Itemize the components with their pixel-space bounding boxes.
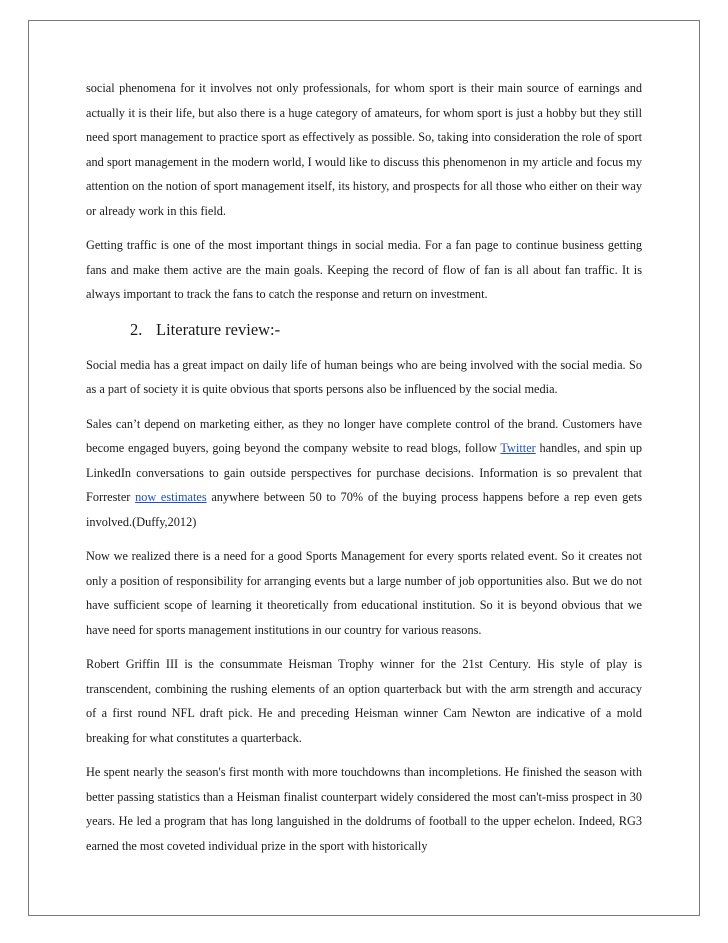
paragraph-sales-marketing (86, 412, 642, 535)
twitter-link[interactable]: Twitter (500, 441, 536, 455)
document-body (86, 76, 642, 858)
paragraph-sports-management-need: Now we realized there is a need for a good Sports Management for every sports related event. So it creates not only a position of responsibility for arranging events but a large number of job opportunities also. But we do not have sufficient scope of learning it theoretically from educational institution. So it is beyond obvious that we have need for sports management institutions in our country for various reasons. (86, 549, 642, 637)
paragraph-text-part: Sales can’t depend on marketing either, as they no longer have complete control of the brand. Customers have become engaged buyers, going beyond the company website to read blogs, follow (86, 416, 642, 455)
section-title: Literature review:- (156, 319, 281, 339)
paragraph-text-part: handles, and spin up LinkedIn conversations to gain outside perspectives for purchase decisions. Information is so prevalent that Forrester (86, 441, 642, 504)
paragraph-season-stats: He spent nearly the season's first month with more touchdowns than incompletions. He finished the season with better passing statistics than a Heisman finalist counterpart widely considered the most can't-miss prospect in 30 years. He led a program that has long languished in the doldrums of football to the upper echelon. Indeed, RG3 earned the most coveted individual prize in the sport with historically (86, 765, 642, 853)
paragraph-getting-traffic: Getting traffic is one of the most important things in social media. For a fan page to continue business getting fans and make them active are the main goals. Keeping the record of flow of fan is all about fan traffic. It is always important to track the fans to catch the response and return on investment. (86, 238, 642, 301)
section-heading-literature-review (86, 318, 642, 342)
paragraph-robert-griffin: Robert Griffin III is the consummate Heisman Trophy winner for the 21st Century. His style of play is transcendent, combining the rushing elements of an option quarterback but with the arm strength and accuracy of a first round NFL draft pick. He and preceding Heisman winner Cam Newton are indicative of a mold breaking for what constitutes a quarterback. (86, 657, 642, 745)
paragraph-social-media-impact: Social media has a great impact on daily life of human beings who are being involved with the social media. So as a part of society it is quite obvious that sports persons also be influenced by the social media. (86, 357, 642, 396)
now-estimates-link[interactable]: now estimates (135, 490, 207, 504)
section-number: 2. (130, 319, 143, 339)
paragraph-sport-management-intro: social phenomena for it involves not only professionals, for whom sport is their main source of earnings and actually it is their life, but also there is a huge category of amateurs, for whom sport is just a hobby but they still need sport management to practice sport as effectively as possible. So, taking into consideration the role of sport and sport management in the modern world, I would like to discuss this phenomenon in my article and focus my attention on the notion of sport management itself, its history, and prospects for all those who either on their way or already work in this field. (86, 81, 642, 218)
paragraph-text-part: anywhere between 50 to 70% of the buying process happens before a rep even gets involved.(Duffy,2012) (86, 490, 642, 529)
